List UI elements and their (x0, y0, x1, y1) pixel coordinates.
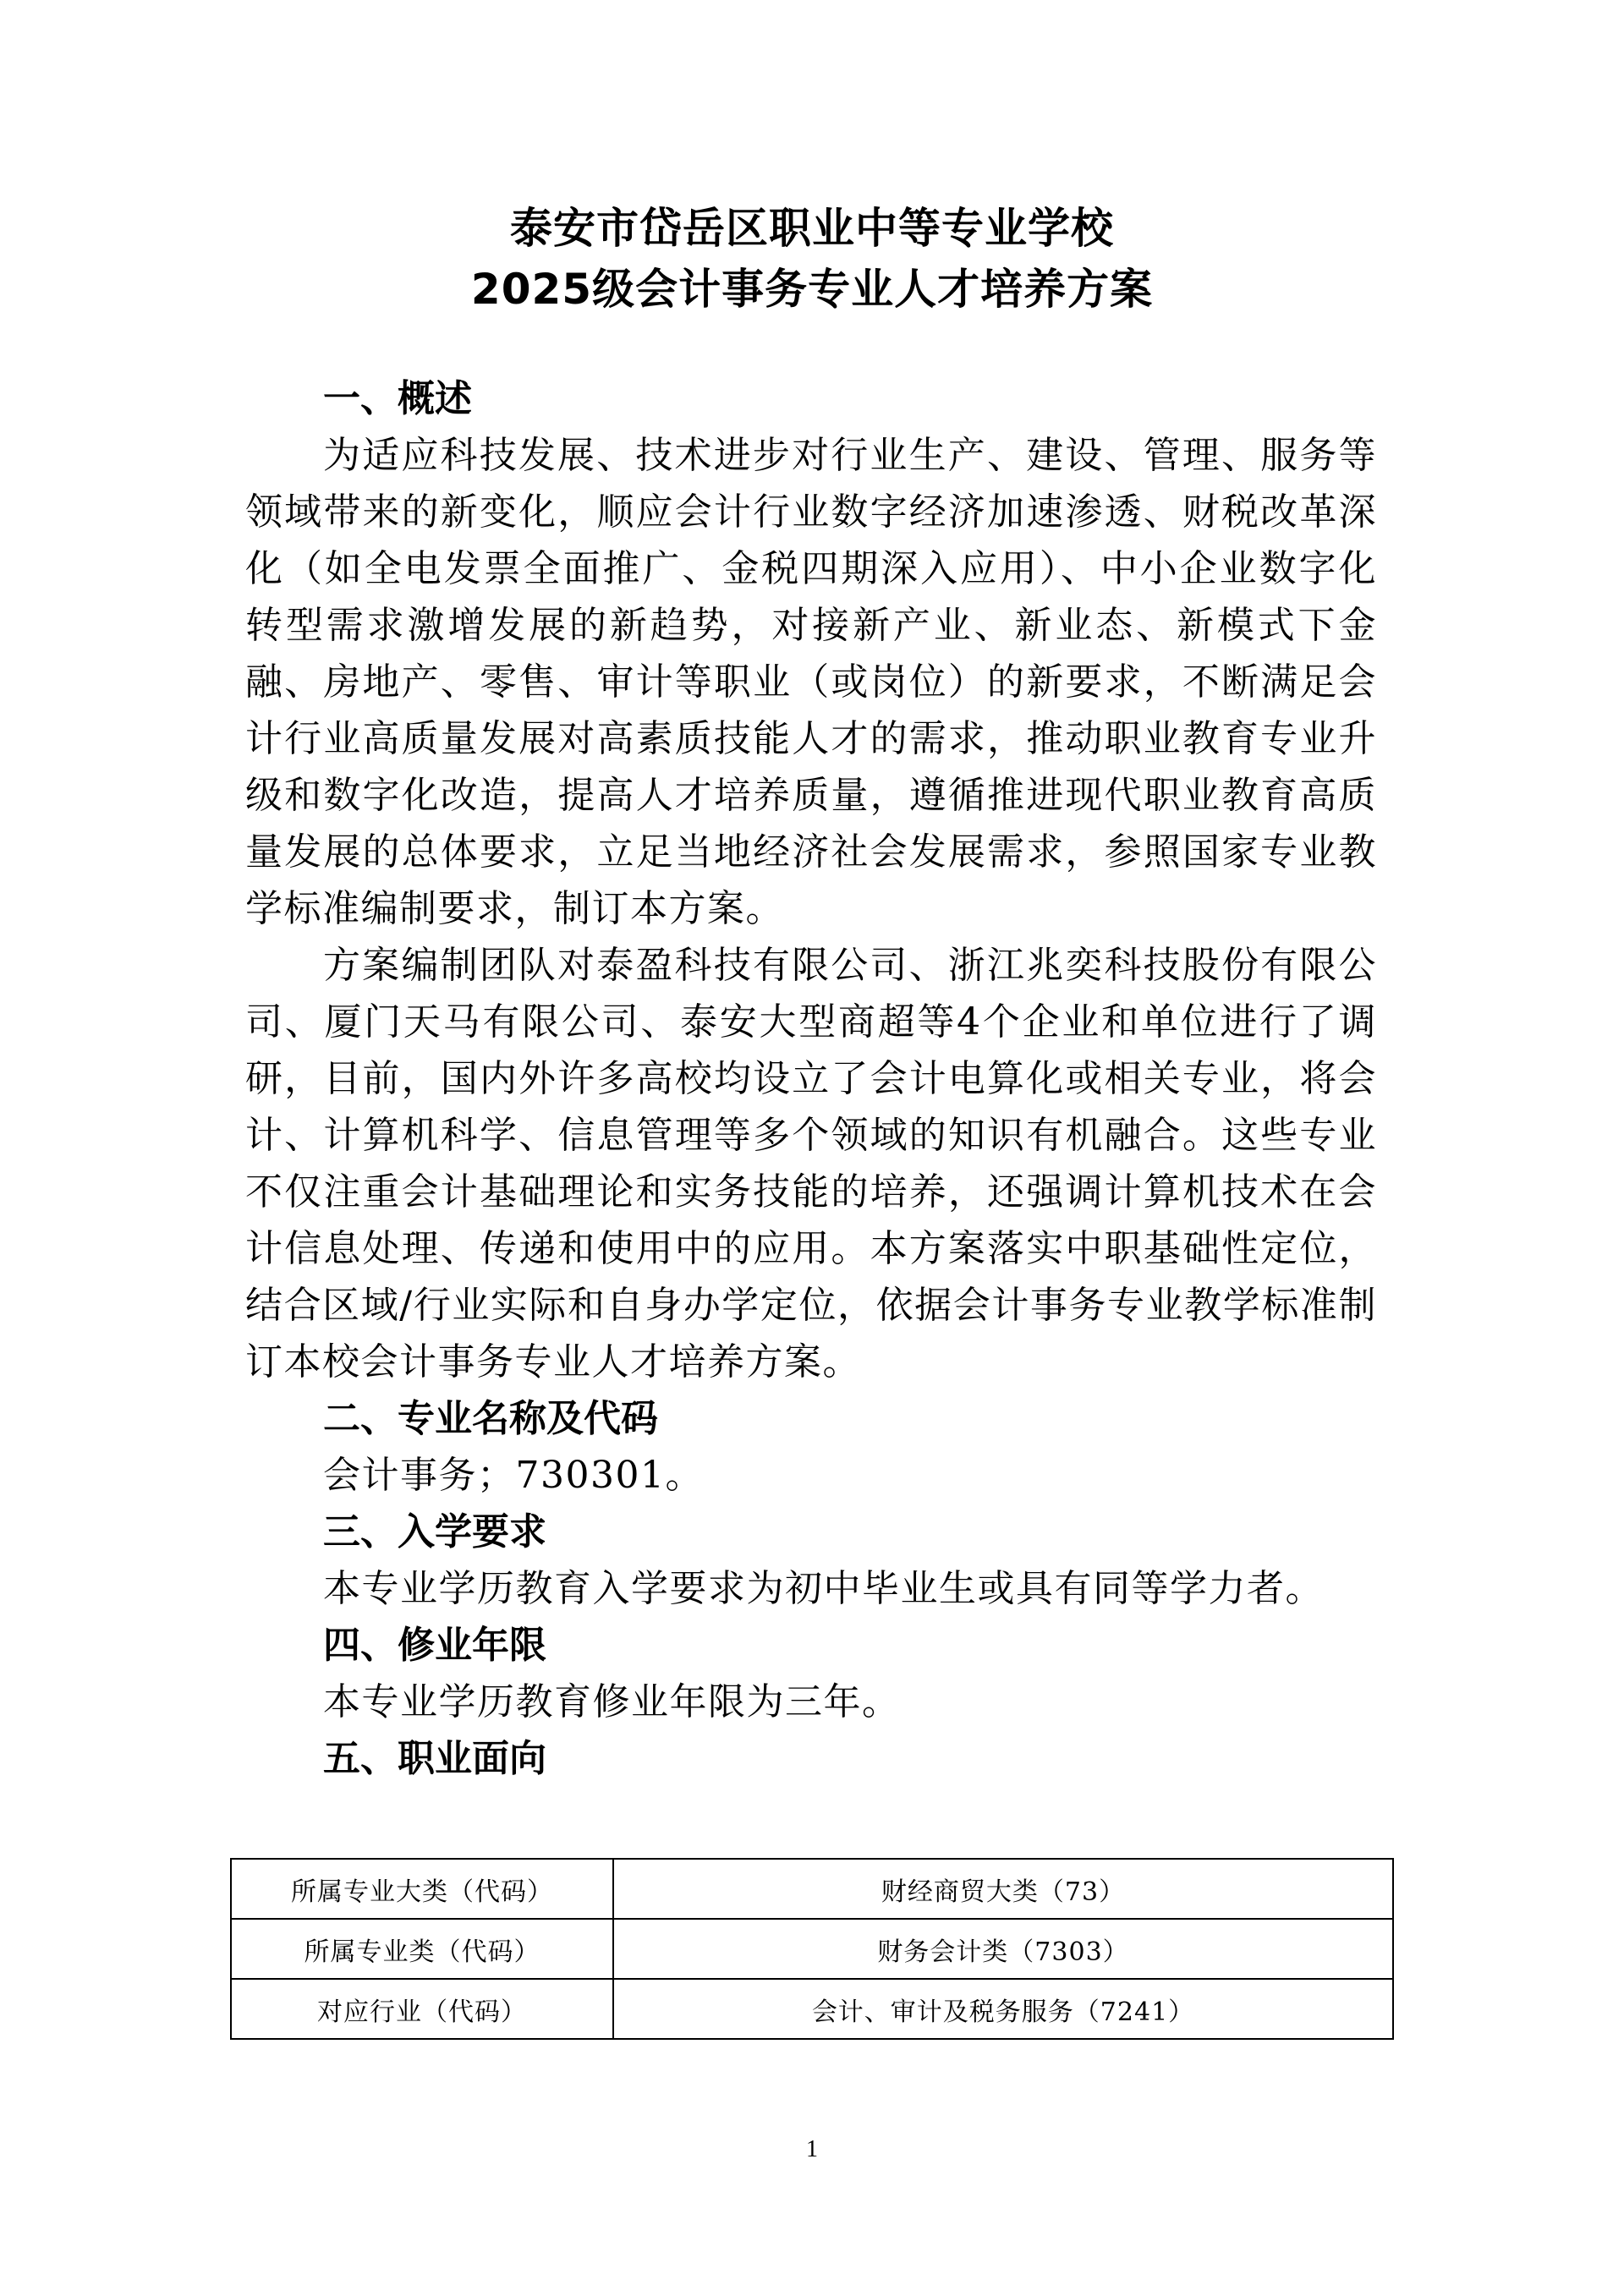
overview-paragraph-1: 为适应科技发展、技术进步对行业生产、建设、管理、服务等领域带来的新变化，顺应会计行业数字经济加速渗透、财税改革深化（如全电发票全面推广、金税四期深入应用）、中小企业数字化转型需求激增发展的新趋势，对接新产业、新业态、新模式下金融、房地产、零售、审计等职业（或岗位）的新要求，不断满足会计行业高质量发展对高素质技能人才的需求，推动职业教育专业升级和数字化改造，提高人才培养质量，遵循推进现代职业教育高质量发展的总体要求，立足当地经济社会发展需求，参照国家专业教学标准编制要求，制订本方案。 (245, 434, 1377, 930)
admission-text: 本专业学历教育入学要求为初中毕业生或具有同等学力者。 (323, 1567, 1324, 1610)
table-cell-value: 会计、审计及税务服务（7241） (613, 1979, 1393, 2039)
table-cell-label: 对应行业（代码） (231, 1979, 613, 2039)
major-name-code-text: 会计事务；730301。 (323, 1454, 704, 1497)
section-heading-duration: 四、修业年限 (323, 1624, 546, 1667)
section-heading-career-orientation: 五、职业面向 (323, 1737, 546, 1780)
table-cell-value: 财经商贸大类（73） (613, 1859, 1393, 1919)
table-row (231, 1859, 1393, 1919)
table-cell-value: 财务会计类（7303） (613, 1919, 1393, 1979)
table-cell-label: 所属专业类（代码） (231, 1919, 613, 1979)
table-cell-label: 所属专业大类（代码） (231, 1859, 613, 1919)
overview-paragraph-2: 方案编制团队对泰盈科技有限公司、浙江兆奕科技股份有限公司、厦门天马有限公司、泰安大型商超等4个企业和单位进行了调研，目前，国内外许多高校均设立了会计电算化或相关专业，将会计、计算机科学、信息管理等多个领域的知识有机融合。这些专业不仅注重会计基础理论和实务技能的培养，还强调计算机技术在会计信息处理、传递和使用中的应用。本方案落实中职基础性定位，结合区域/行业实际和自身办学定位，依据会计事务专业教学标准制订本校会计事务专业人才培养方案。 (245, 944, 1377, 1384)
duration-text: 本专业学历教育修业年限为三年。 (323, 1680, 901, 1723)
document-body (245, 370, 1377, 1787)
table-row (231, 1919, 1393, 1979)
section-heading-admission: 三、入学要求 (323, 1510, 546, 1553)
document-title-school: 泰安市岱岳区职业中等专业学校 (510, 204, 1114, 253)
section-heading-overview: 一、概述 (323, 377, 472, 420)
section-heading-major-name-code: 二、专业名称及代码 (323, 1397, 658, 1440)
page-number: 1 (806, 2136, 818, 2162)
career-orientation-table (230, 1858, 1394, 2040)
table-row (231, 1979, 1393, 2039)
document-title-plan: 2025级会计事务专业人才培养方案 (470, 265, 1154, 314)
